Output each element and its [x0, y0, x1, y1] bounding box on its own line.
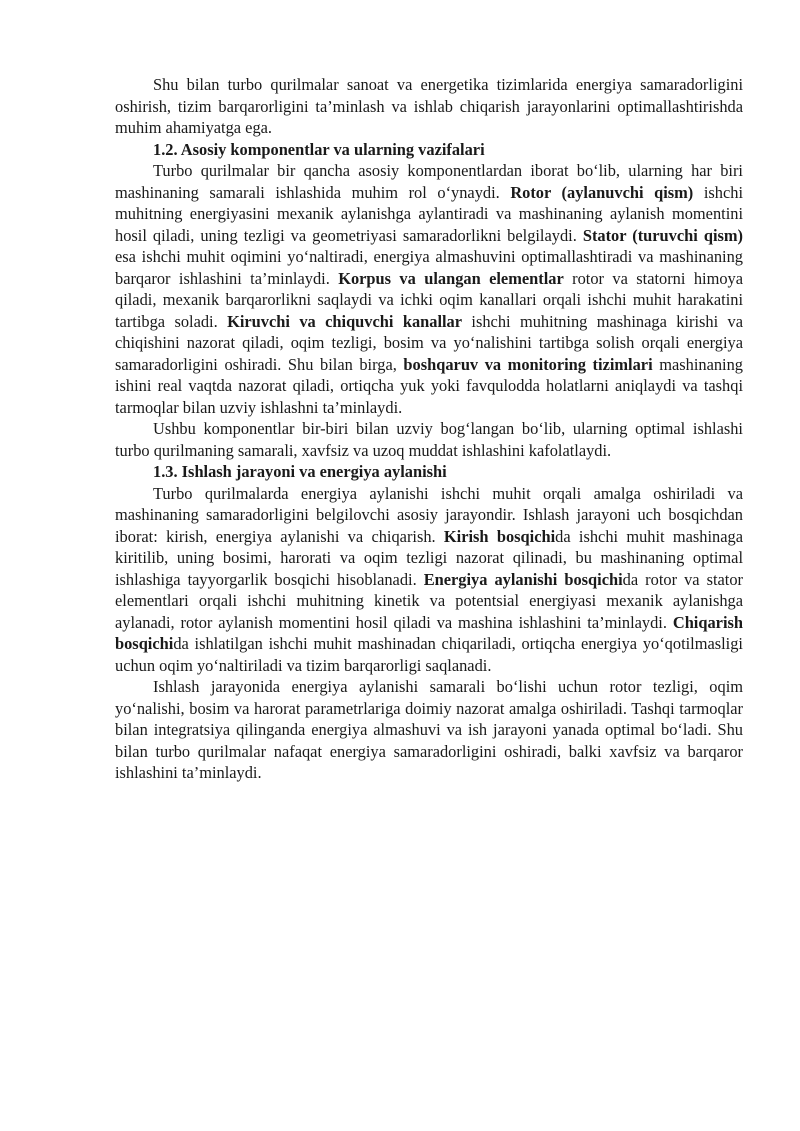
text-run: da ishlatilgan ishchi muhit mashinadan chiqariladi, ortiqcha energiya yo‘qotilmasligi uchun oqim yo‘naltiriladi va tizim barqarorligi saqlanadi. — [115, 634, 743, 675]
term-energiya-aylanishi: Energiya aylanishi bosqichi — [423, 569, 623, 589]
text-run: Turbo qurilmalarda energiya aylanishi ishchi muhit orqali amalga oshiriladi va mashinaning samaradorligini belgilovchi asosiy jarayondir. Ishlash jarayoni uch bosqichdan iborat: kirish, energiya aylanishi va chiqarish. — [115, 483, 743, 546]
section-heading-1-3: 1.3. Ishlash jarayoni va energiya aylanishi — [153, 462, 447, 481]
term-chiqarish: Chiqarish bosqichi — [115, 612, 743, 653]
text-run: da rotor va stator elementlari orqali ishchi muhitning kinetik va potentsial energiyasi mexanik aylanishga aylanadi, rotor aylanish momentini hosil qiladi va mashina ishlashini ta’minlaydi. — [115, 569, 743, 632]
term-kanallar: Kiruvchi va chiquvchi kanallar — [227, 311, 463, 331]
text-run: mashinaning ishini real vaqtda nazorat qiladi, ortiqcha yuk yoki favqulodda holatlarni aniqlaydi va tashqi tarmoqlar bilan uzviy ishlashni ta’minlaydi. — [115, 354, 743, 417]
process-summary-paragraph: Ishlash jarayonida energiya aylanishi samarali bo‘lishi uchun rotor tezligi, oqim yo‘nalishi, bosim va harorat parametrlariga doimiy nazorat amalga oshiriladi. Tashqi tarmoqlar bilan integratsiya qilinganda energiya almashuvi va ish jarayoni yanada optimal bo‘ladi. Shu bilan turbo qurilmalar nafaqat energiya samaradorligini oshiradi, balki xavfsiz va barqaror ishlashini ta’minlaydi. — [115, 677, 743, 782]
text-run: da ishchi muhit mashinaga kiritilib, uning bosimi, harorati va oqim tezligi nazorat qilinadi, bu mashinaning optimal ishlashiga tayyorgarlik bosqichi hisoblanadi. — [115, 526, 743, 589]
term-stator: Stator (turuvchi qism) — [582, 225, 743, 245]
text-run: ishchi muhitning mashinaga kirishi va chiqishini nazorat qiladi, oqim tezligi, bosim va yo‘nalishini tartibga solish orqali energiya samaradorligini oshiradi. Shu bilan birga, — [115, 311, 743, 374]
text-run: esa ishchi muhit oqimini yo‘naltiradi, energiya almashuvini optimallashtiradi va mashinaning barqaror ishlashini ta’minlaydi. — [115, 247, 743, 288]
components-paragraph — [115, 160, 743, 418]
intro-paragraph: Shu bilan turbo qurilmalar sanoat va energetika tizimlarida energiya samaradorligini oshirish, tizim barqarorligini ta’minlash va ishlab chiqarish jarayonlarini optimallashtirishda muhim ahamiyatga ega. — [115, 75, 743, 137]
components-summary-paragraph: Ushbu komponentlar bir-biri bilan uzviy bog‘langan bo‘lib, ularning optimal ishlashi turbo qurilmaning samarali, xavfsiz va uzoq muddat ishlashini kafolatlaydi. — [115, 419, 743, 460]
term-kirish: Kirish bosqichi — [443, 526, 556, 546]
term-korpus: Korpus va ulangan elementlar — [338, 268, 564, 288]
term-rotor: Rotor (aylanuvchi qism) — [510, 182, 694, 202]
text-run: rotor va statorni himoya qiladi, mexanik barqarorlikni saqlaydi va ichki oqim kanallari orqali ishchi muhit harakatini tartibga soladi. — [115, 268, 743, 331]
text-run: ishchi muhitning energiyasini mexanik aylanishga aylantiradi va mashinaning aylanish momentini hosil qiladi, uning tezligi va geometriyasi samaradorlikni belgilaydi. — [115, 182, 743, 245]
process-paragraph — [115, 483, 743, 677]
section-heading-1-2: 1.2. Asosiy komponentlar va ularning vazifalari — [153, 139, 485, 159]
text-run: Turbo qurilmalar bir qancha asosiy komponentlardan iborat bo‘lib, ularning har biri mashinaning samarali ishlashida muhim rol o‘ynaydi. — [115, 161, 743, 202]
term-boshqaruv: boshqaruv va monitoring tizimlari — [403, 354, 653, 374]
document-page — [115, 74, 743, 784]
